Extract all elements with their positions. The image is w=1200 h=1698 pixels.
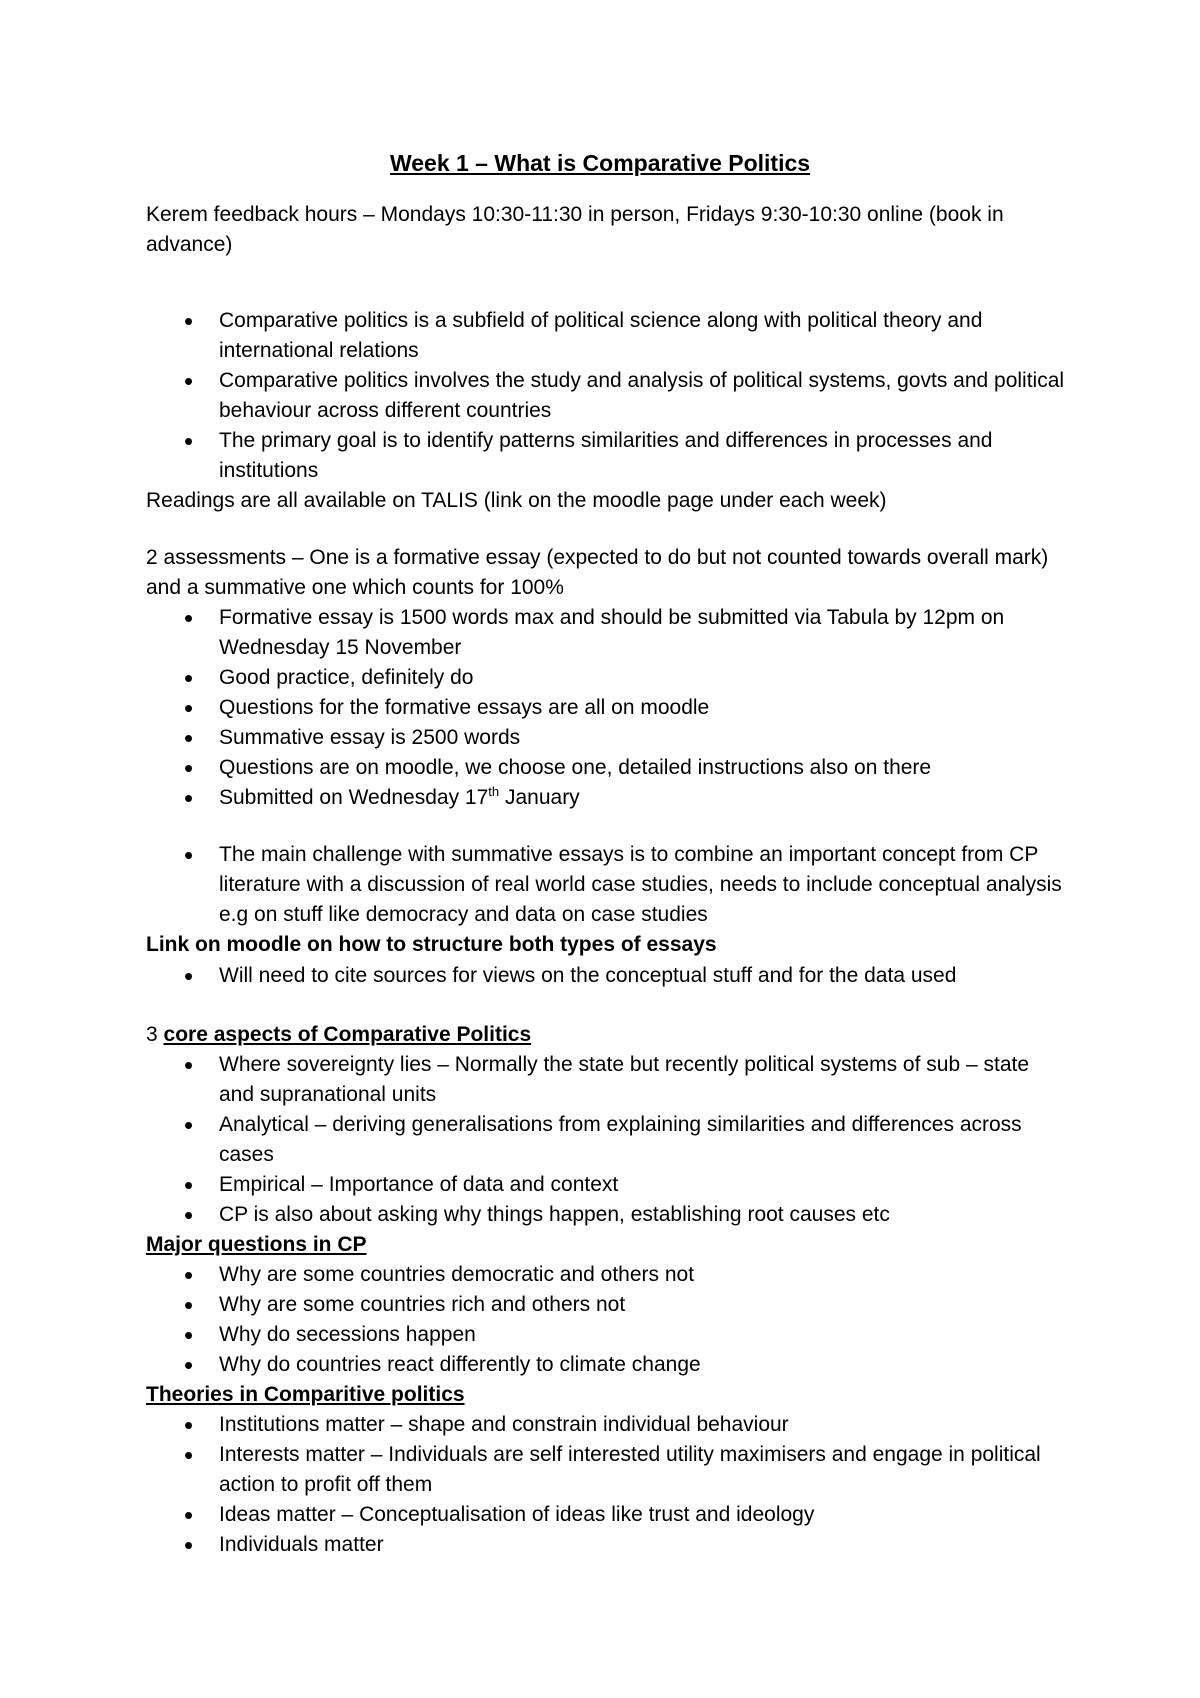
list-item: • Ideas matter – Conceptualisation of ideas like trust and ideology — [146, 1500, 1066, 1530]
list-item: • Formative essay is 1500 words max and should be submitted via Tabula by 12pm on Wednesday 15 November — [146, 603, 1066, 663]
major-questions-heading: Major questions in CP — [146, 1233, 367, 1256]
intro-bullet-list — [146, 306, 1066, 486]
list-item: • The main challenge with summative essays is to combine an important concept from CP literature with a discussion of real world case studies, needs to include conceptual analysis e.g on stuff like democracy and data on case studies — [146, 840, 1066, 930]
major-questions-list — [146, 1260, 1066, 1380]
assessments-text: 2 assessments – One is a formative essay (expected to do but not counted towards overall mark) and a summative one which counts for 100% — [146, 546, 1049, 599]
core-aspects-list — [146, 1050, 1066, 1230]
list-item: • Where sovereignty lies – Normally the state but recently political systems of sub – state and supranational units — [146, 1050, 1066, 1110]
theories-heading: Theories in Comparitive politics — [146, 1383, 465, 1406]
list-item: • Comparative politics is a subfield of political science along with political theory and international relations — [146, 306, 1066, 366]
list-item: • Institutions matter – shape and constrain individual behaviour — [146, 1410, 1066, 1440]
list-item: • Why do secessions happen — [146, 1320, 1066, 1350]
list-item: • Interests matter – Individuals are self interested utility maximisers and engage in political action to profit off them — [146, 1440, 1066, 1500]
list-item: • Why are some countries democratic and others not — [146, 1260, 1066, 1290]
list-item: • Why are some countries rich and others not — [146, 1290, 1066, 1320]
list-item: • Why do countries react differently to climate change — [146, 1350, 1066, 1380]
page-title: Week 1 – What is Comparative Politics — [389, 150, 811, 176]
core-aspects-heading: 3 core aspects of Comparative Politics — [146, 1023, 532, 1046]
list-item: • CP is also about asking why things happen, establishing root causes etc — [146, 1200, 1066, 1230]
link-heading: Link on moodle on how to structure both types of essays — [146, 933, 717, 956]
assessment-bullet-list — [146, 603, 1066, 813]
list-item: • Analytical – deriving generalisations from explaining similarities and differences across cases — [146, 1110, 1066, 1170]
list-item: • Questions for the formative essays are all on moodle — [146, 693, 1066, 723]
challenge-bullet-list — [146, 840, 1066, 930]
list-item: • Will need to cite sources for views on the conceptual stuff and for the data used — [146, 961, 1066, 991]
theories-list — [146, 1410, 1066, 1560]
readings-text: Readings are all available on TALIS (link on the moodle page under each week) — [146, 489, 887, 512]
list-item: • The primary goal is to identify patterns similarities and differences in processes and institutions — [146, 426, 1066, 486]
feedback-hours-text: Kerem feedback hours – Mondays 10:30-11:30 in person, Fridays 9:30-10:30 online (book in advance) — [146, 203, 1004, 256]
link-bullet-list — [146, 961, 1066, 991]
list-item-submitted: • Submitted on Wednesday 17th January — [146, 783, 1066, 813]
list-item: • Summative essay is 2500 words — [146, 723, 1066, 753]
list-item: • Good practice, definitely do — [146, 663, 1066, 693]
list-item: • Comparative politics involves the study and analysis of political systems, govts and political behaviour across different countries — [146, 366, 1066, 426]
list-item: • Individuals matter — [146, 1530, 1066, 1560]
list-item: • Empirical – Importance of data and context — [146, 1170, 1066, 1200]
list-item: • Questions are on moodle, we choose one, detailed instructions also on there — [146, 753, 1066, 783]
